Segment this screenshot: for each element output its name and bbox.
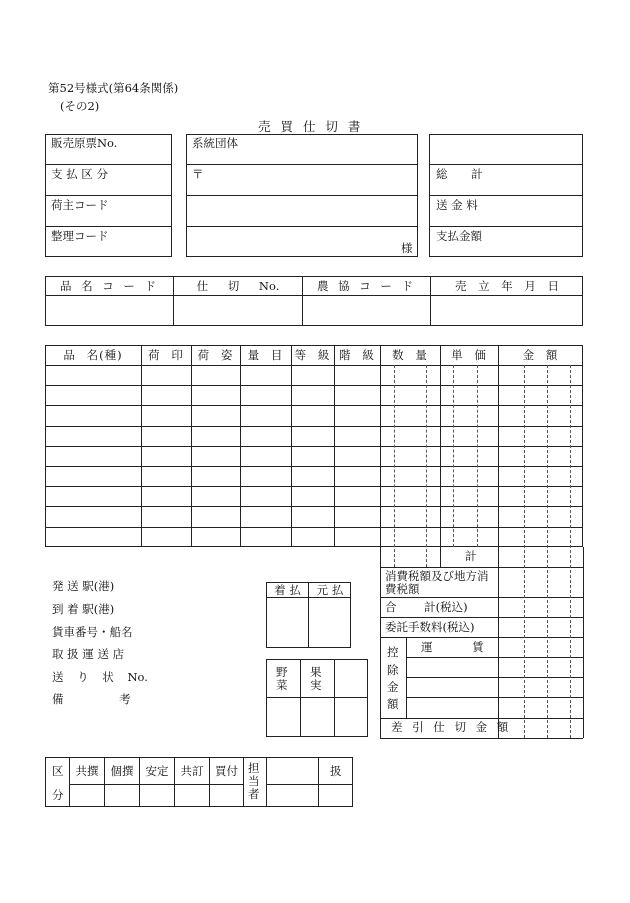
- deduction-char-2: 除: [387, 663, 399, 677]
- amount-header: 金 額: [522, 348, 559, 362]
- arrival-station-label: 到 着 駅(港): [52, 602, 115, 616]
- postal-mark: 〒: [192, 167, 204, 181]
- category-stable: 安定: [145, 764, 169, 778]
- cash-on-arrival-header: 着 払: [274, 583, 301, 597]
- summary-price-border: [440, 547, 441, 567]
- summary-row-line: [380, 617, 583, 618]
- remarks-label: 備 考: [52, 692, 131, 706]
- departure-station-label: 発 送 駅(港): [52, 579, 115, 593]
- category-char-1: 区: [52, 764, 64, 778]
- tax-label-line1: 消費税額及び地方消: [385, 569, 489, 583]
- payment-amount-label: 支払金額: [436, 229, 482, 243]
- package-style-header: 荷 姿: [197, 348, 234, 362]
- summary-amount-border: [498, 547, 499, 738]
- quantity-digit-separator: [426, 365, 427, 567]
- freight-label: 運 賃: [421, 640, 484, 654]
- organization-label: 系統団体: [192, 136, 238, 150]
- items-row-line: [45, 446, 583, 447]
- summary-row-line: [380, 718, 583, 719]
- amount-digit-separator: [547, 365, 548, 738]
- quantity-digit-separator: [394, 365, 395, 567]
- deduction-char-4: 額: [387, 697, 399, 711]
- price-digit-separator: [453, 365, 454, 547]
- sales-slip-number-label: 販売原票No.: [51, 136, 118, 150]
- summary-row-line: [380, 567, 583, 568]
- items-column-line: [240, 345, 241, 547]
- product-code-header: 品 名 コ ー ド: [59, 279, 160, 293]
- category-joint-selection: 共撰: [75, 764, 99, 778]
- item-name-header: 品 名(種): [63, 348, 123, 362]
- net-settlement-label: 差 引 仕 切 金 額: [391, 720, 512, 734]
- document-title: 売 買 仕 切 書: [258, 119, 364, 134]
- form-part: (その2): [60, 99, 100, 113]
- coop-code-header: 農 協 コ ー ド: [316, 279, 417, 293]
- items-header-line: [45, 365, 583, 366]
- vegetable-label: 野菜: [276, 665, 288, 692]
- remittance-fee-label: 送 金 料: [436, 198, 478, 212]
- staff-char-1: 担: [248, 761, 260, 775]
- unit-price-header: 単 価: [451, 348, 487, 362]
- deduction-row-line: [406, 697, 583, 698]
- items-column-line: [498, 345, 499, 547]
- summary-row-line: [380, 597, 583, 598]
- class-header: 階 級: [339, 348, 375, 362]
- summary-right-border: [583, 547, 584, 738]
- items-column-line: [334, 345, 335, 547]
- price-digit-separator: [477, 365, 478, 547]
- vehicle-ship-label: 貨車番号・船名: [52, 625, 133, 639]
- category-purchase: 買付: [215, 764, 238, 778]
- items-column-line: [291, 345, 292, 547]
- items-row-line: [45, 506, 583, 507]
- items-row-line: [45, 466, 583, 467]
- weight-header: 量 目: [247, 348, 284, 362]
- amount-digit-separator: [524, 365, 525, 738]
- items-row-line: [45, 527, 583, 528]
- fruit-label: 果実: [310, 665, 322, 692]
- subtotal-label: 計: [465, 549, 477, 563]
- staff-char-3: 者: [248, 787, 260, 801]
- items-column-line: [380, 345, 381, 547]
- form-number: 第52号様式(第64条関係): [48, 81, 179, 95]
- grand-total-label: 総 計: [436, 167, 483, 181]
- amount-digit-separator: [570, 365, 571, 738]
- deduction-char-3: 金: [387, 680, 399, 694]
- brand-mark-header: 荷 印: [148, 348, 184, 362]
- deduction-char-1: 控: [387, 645, 399, 659]
- prepaid-header: 元 払: [316, 583, 344, 597]
- deduction-row-line: [406, 677, 583, 678]
- tax-label-line2: 費税額: [385, 582, 420, 596]
- category-joint-correction: 共訂: [180, 764, 204, 778]
- payment-type-label: 支 払 区 分: [51, 167, 108, 181]
- category-char-2: 分: [52, 788, 64, 802]
- waybill-number-label: 送 り 状 No.: [52, 670, 148, 684]
- deduction-row-line: [406, 657, 583, 658]
- carrier-label: 取 扱 運 送 店: [52, 647, 125, 661]
- handling-label: 扱: [330, 764, 342, 778]
- grade-header: 等 級: [294, 348, 331, 362]
- items-column-line: [440, 345, 441, 547]
- sale-date-header: 売 立 年 月 日: [454, 279, 560, 293]
- items-column-line: [141, 345, 142, 547]
- reference-code-label: 整理コード: [51, 229, 109, 243]
- summary-row-line: [380, 738, 583, 739]
- items-row-line: [45, 385, 583, 386]
- quantity-header: 数 量: [392, 348, 428, 362]
- commission-label: 委託手数料(税込): [385, 620, 475, 634]
- staff-char-2: 当: [248, 774, 260, 788]
- items-row-line: [45, 405, 583, 406]
- summary-row-line: [380, 637, 583, 638]
- settlement-number-header: 仕 切 No.: [196, 279, 280, 293]
- honorific-sama: 様: [401, 241, 413, 255]
- items-row-line: [45, 486, 583, 487]
- summary-left-border: [380, 547, 381, 738]
- total-tax-included-label: 合 計(税込): [385, 600, 468, 614]
- shipper-code-label: 荷主コード: [51, 198, 109, 212]
- category-individual-selection: 個撰: [110, 764, 134, 778]
- items-column-line: [191, 345, 192, 547]
- items-row-line: [45, 426, 583, 427]
